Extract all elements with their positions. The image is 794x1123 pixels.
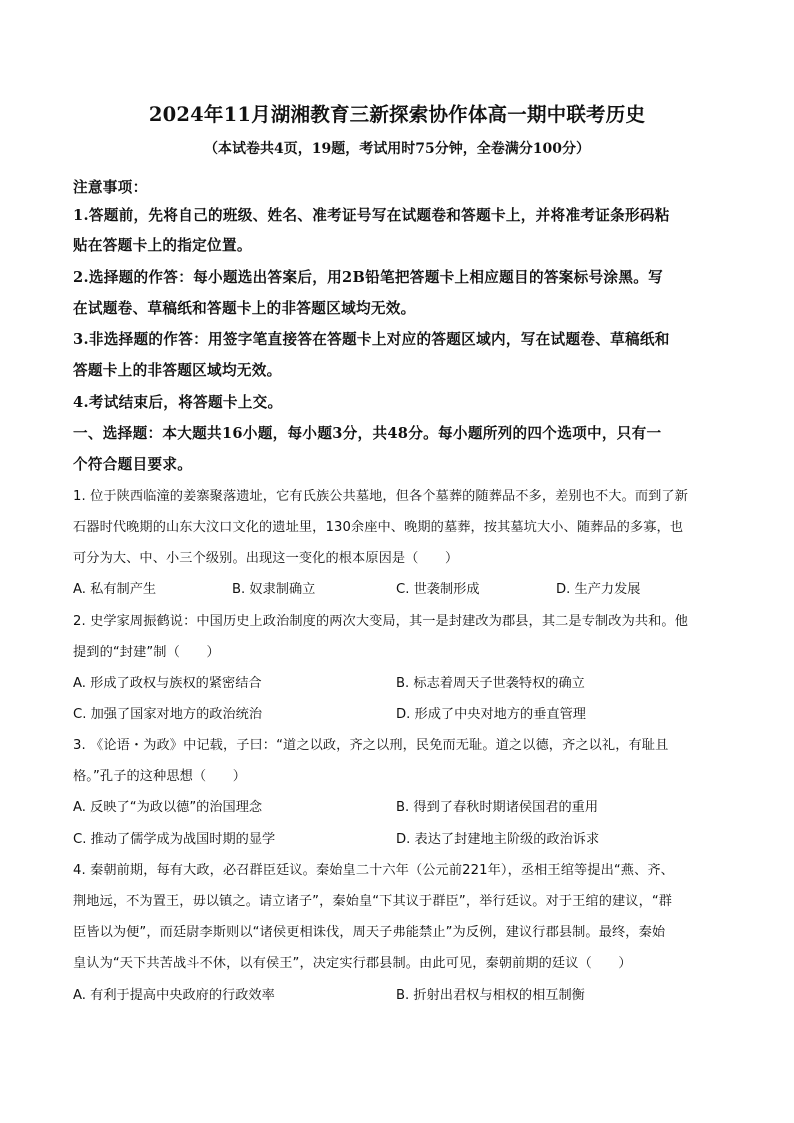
note-line: 3.非选择题的作答：用签字笔直接答在答题卡上对应的答题区域内，写在试题卷、草稿纸和 xyxy=(73,331,670,348)
note-line: 2.选择题的作答：每小题选出答案后，用2B铅笔把答题卡上相应题目的答案标号涂黑。写 xyxy=(73,269,663,286)
question-1-text: 1. 位于陕西临潼的姜寨聚落遗址，它有氏族公共墓地，但各个墓葬的随葬品不多，差别也不大。而到了新 xyxy=(73,489,689,504)
question-3-option-a: A. 反映了“为政以德”的治国理念 xyxy=(73,800,263,815)
question-1-option-b: B. 奴隶制确立 xyxy=(232,582,316,597)
question-1-option-d: D. 生产力发展 xyxy=(556,582,641,597)
page-title: 2024年11月湖湘教育三新探索协作体高一期中联考历史 xyxy=(148,103,646,126)
note-line: 在试题卷、草稿纸和答题卡上的非答题区域均无效。 xyxy=(73,300,416,317)
question-2-text: 提到的“封建”制（ ） xyxy=(73,645,220,660)
note-line: 4.考试结束后，将答题卡上交。 xyxy=(73,394,283,411)
question-2-option-a: A. 形成了政权与族权的紧密结合 xyxy=(73,676,262,691)
notes-heading: 注意事项： xyxy=(73,179,148,196)
question-4-text: 皇认为“天下共苦战斗不休，以有侯王”，决定实行郡县制。由此可见，秦朝前期的廷议（ ） xyxy=(73,956,632,971)
question-2-option-d: D. 形成了中央对地方的垂直管理 xyxy=(396,707,586,722)
question-2-option-b: B. 标志着周天子世袭特权的确立 xyxy=(396,676,585,691)
question-4-text: 4. 秦朝前期，每有大政，必召群臣廷议。秦始皇二十六年（公元前221年），丞相王绾等提出“燕、齐、 xyxy=(73,863,674,878)
question-1-option-c: C. 世袭制形成 xyxy=(396,582,480,597)
question-3-text: 格。”孔子的这种思想（ ） xyxy=(73,769,247,784)
question-3-option-d: D. 表达了封建地主阶级的政治诉求 xyxy=(396,832,600,847)
question-3-option-c: C. 推动了儒学成为战国时期的显学 xyxy=(73,832,276,847)
question-3-option-b: B. 得到了春秋时期诸侯国君的重用 xyxy=(396,800,599,815)
question-4-text: 臣皆以为便”，而廷尉李斯则以“诸侯更相诛伐，周天子弗能禁止”为反例，建议行郡县制。最终，秦始 xyxy=(73,925,666,940)
question-1-option-a: A. 私有制产生 xyxy=(73,582,157,597)
question-2-option-c: C. 加强了国家对地方的政治统治 xyxy=(73,707,263,722)
note-line: 答题卡上的非答题区域均无效。 xyxy=(73,362,282,379)
question-4-option-b: B. 折射出君权与相权的相互制衡 xyxy=(396,988,585,1003)
question-4-text: 荆地远，不为置王，毋以镇之。请立诸子”，秦始皇“下其议于群臣”，举行廷议。对于王绾的建议，“群 xyxy=(73,894,673,909)
note-line: 1.答题前，先将自己的班级、姓名、准考证号写在试题卷和答题卡上，并将准考证条形码粘 xyxy=(73,207,670,224)
question-4-option-a: A. 有利于提高中央政府的行政效率 xyxy=(73,988,275,1003)
section-heading: 一、选择题：本大题共16小题，每小题3分，共48分。每小题所列的四个选项中，只有一 xyxy=(73,425,662,442)
note-line: 贴在答题卡上的指定位置。 xyxy=(73,237,252,254)
section-heading: 个符合题目要求。 xyxy=(73,456,193,473)
page-subtitle: （本试卷共4页，19题，考试用时75分钟，全卷满分100分） xyxy=(204,141,590,157)
question-2-text: 2. 史学家周振鹤说：中国历史上政治制度的两次大变局，其一是封建改为郡县，其二是专制改为共和。他 xyxy=(73,614,689,629)
question-1-text: 可分为大、中、小三个级别。出现这一变化的根本原因是（ ） xyxy=(73,551,459,566)
question-3-text: 3. 《论语・为政》中记载，子曰：“道之以政，齐之以刑，民免而无耻。道之以德，齐之以礼，有耻且 xyxy=(73,738,669,753)
question-1-text: 石器时代晚期的山东大汶口文化的遗址里，130余座中、晚期的墓葬，按其墓坑大小、随葬品的多寡，也 xyxy=(73,520,684,535)
